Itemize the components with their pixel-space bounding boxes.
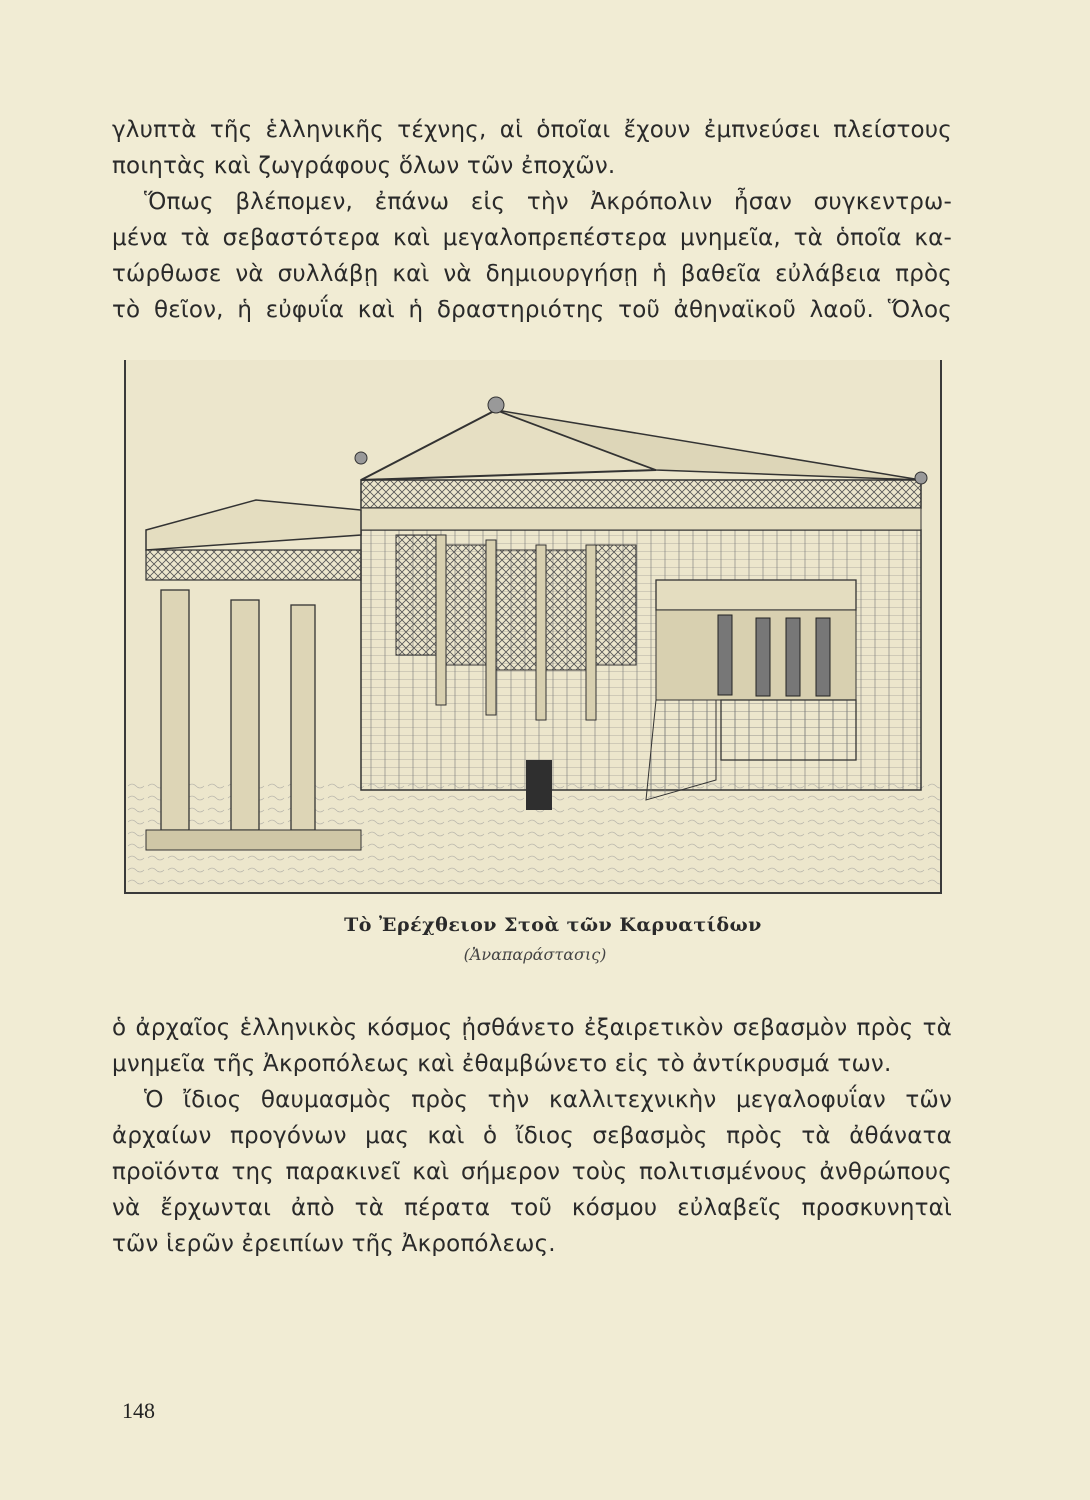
figure-caption-subtitle: (Ἀναπαράστασις) <box>463 945 607 964</box>
text-line: τὸ θεῖον, ἡ εὐφυΐα καὶ ἡ δραστηριότης τοῦ ἀθηναϊκοῦ λαοῦ. Ὅλος <box>112 297 952 323</box>
text-line: ἀρχαίων προγόνων μας καὶ ὁ ἴδιος σεβασμὸς πρὸς τὰ ἀθάνατα <box>112 1123 952 1149</box>
text-line: γλυπτὰ τῆς ἑλληνικῆς τέχνης, αἱ ὁποῖαι ἔχουν ἐμπνεύσει πλείστους <box>112 117 952 143</box>
text-line: νὰ ἔρχωνται ἀπὸ τὰ πέρατα τοῦ κόσμου εὐλαβεῖς προσκυνηταὶ <box>112 1195 952 1221</box>
paragraph-bottom <box>112 1010 952 1262</box>
erechtheion-illustration <box>124 360 942 894</box>
text-line: τῶν ἱερῶν ἐρειπίων τῆς Ἀκροπόλεως. <box>112 1231 556 1257</box>
figure-caption-title: Τὸ Ἐρέχθειον Στοὰ τῶν Καρυατίδων <box>344 914 762 936</box>
text-line: μνημεῖα τῆς Ἀκροπόλεως καὶ ἐθαμβώνετο εἰς τὸ ἀντίκρυσμά των. <box>112 1051 892 1077</box>
text-line: τώρθωσε νὰ συλλάβῃ καὶ νὰ δημιουργήσῃ ἡ βαθεῖα εὐλάβεια πρὸς <box>112 261 952 287</box>
page-number: 148 <box>122 1398 155 1423</box>
paragraph-top <box>112 112 952 328</box>
text-line: προϊόντα της παρακινεῖ καὶ σήμερον τοὺς πολιτισμένους ἀνθρώπους <box>112 1159 952 1185</box>
text-line: Ὁ ἴδιος θαυμασμὸς πρὸς τὴν καλλιτεχνικὴν μεγαλοφυΐαν τῶν <box>144 1087 952 1113</box>
text-line: ποιητὰς καὶ ζωγράφους ὅλων τῶν ἐποχῶν. <box>112 153 616 179</box>
text-line: Ὅπως βλέπομεν, ἐπάνω εἰς τὴν Ἀκρόπολιν ἦσαν συγκεντρω- <box>144 189 952 215</box>
text-line: μένα τὰ σεβαστότερα καὶ μεγαλοπρεπέστερα μνημεῖα, τὰ ὁποῖα κα- <box>112 225 952 251</box>
text-line: ὁ ἀρχαῖος ἑλληνικὸς κόσμος ᾐσθάνετο ἐξαιρετικὸν σεβασμὸν πρὸς τὰ <box>112 1015 952 1041</box>
temple-drawing <box>126 360 940 890</box>
